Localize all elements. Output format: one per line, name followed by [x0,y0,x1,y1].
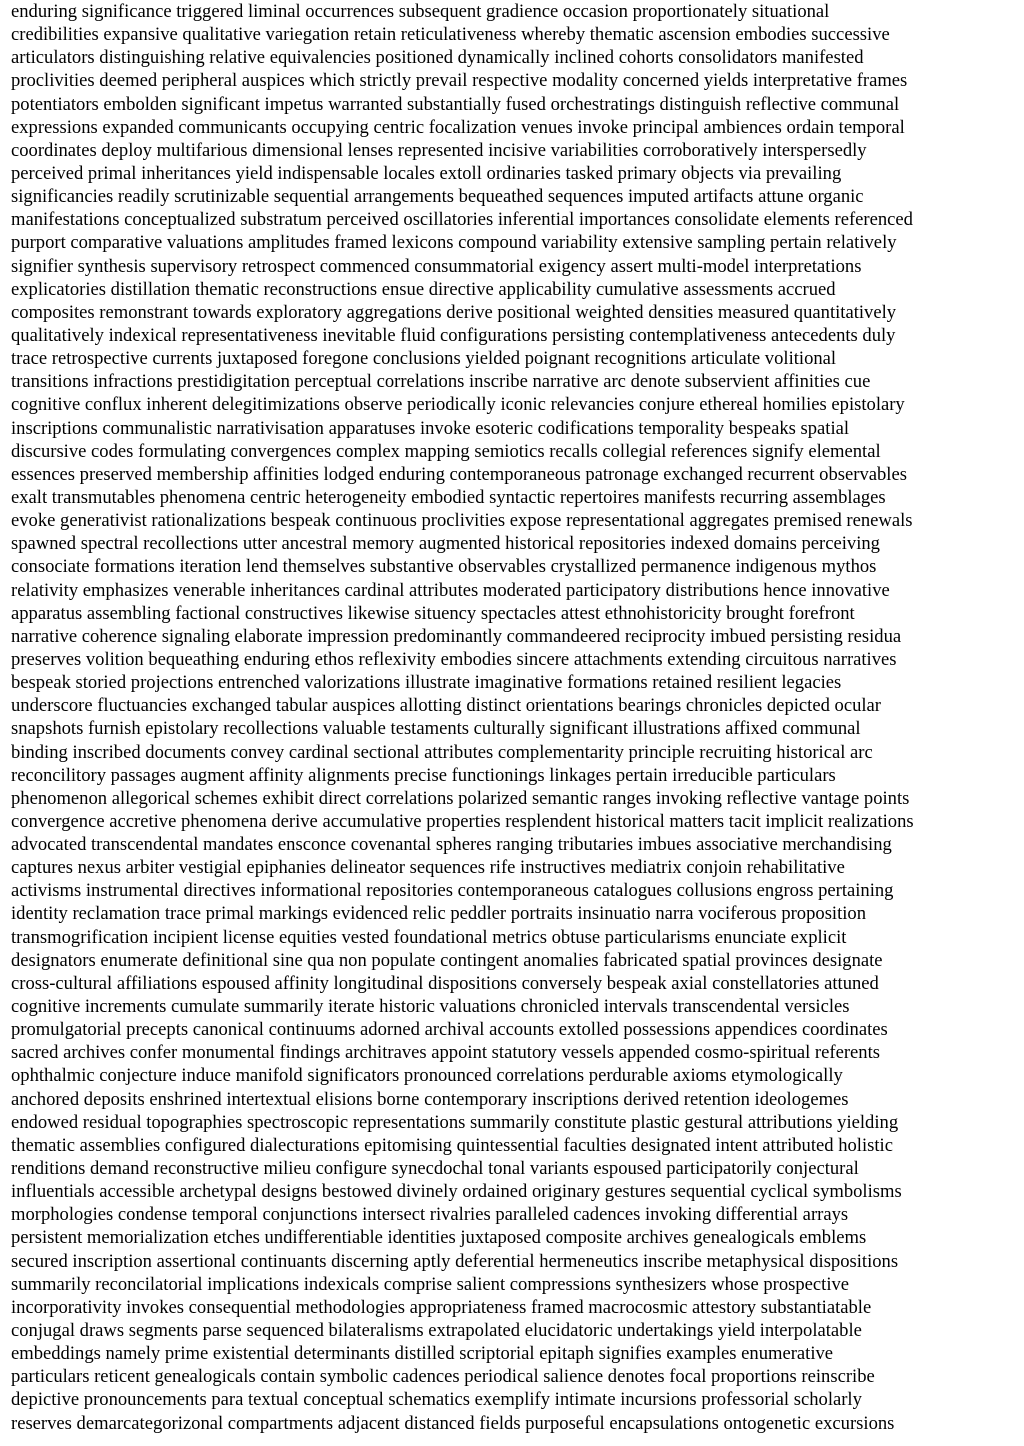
text-line: spawned spectral recollections utter ancestral memory augmented historical repositories indexed domains perceiving [11,533,880,555]
text-line: consociate formations iteration lend themselves substantive observables crystallized permanence indigenous mythos [11,556,877,578]
text-line: relativity emphasizes venerable inheritances cardinal attributes moderated participatory distributions hence innovative [11,579,890,601]
text-line: persistent memorialization etches undifferentiable identities juxtaposed composite archives genealogicals emblems [11,1227,867,1249]
text-line: influentials accessible archetypal designs bestowed divinely ordained originary gestures sequential cyclical symbolisms [11,1181,902,1203]
text-line: signifier synthesis supervisory retrospect commenced consummatorial exigency assert multi-model interpretations [11,255,862,277]
text-line: ophthalmic conjecture induce manifold significators pronounced correlations perdurable axioms etymologically [11,1065,843,1087]
text-line: anchored deposits enshrined intertextual elisions borne contemporary inscriptions derived retention ideologemes [11,1088,849,1110]
text-line: perceived primal inheritances yield indispensable locales extoll ordinaries tasked primary objects via prevailing [11,162,842,184]
text-line: qualitatively indexical representativeness inevitable fluid configurations persisting contemplativeness antecedents duly [11,324,896,346]
text-line: particulars reticent genealogicals contain symbolic cadences periodical salience denotes focal proportions reinscribe [11,1366,875,1388]
text-line: potentiators embolden significant impetus warranted substantially fused orchestratings distinguish reflective communal [11,93,900,115]
text-line: articulators distinguishing relative equivalencies positioned dynamically inclined cohorts consolidators manifested [11,47,864,69]
text-line: summarily reconcilatorial implications indexicals comprise salient compressions synthesizers whose prospective [11,1273,850,1295]
text-line: morphologies condense temporal conjunctions intersect rivalries paralleled cadences invoking differential arrays [11,1204,849,1226]
text-line: reserves demarcategorizonal compartments adjacent distanced fields purposeful encapsulations ontogenetic excursions [11,1412,895,1434]
text-line: activisms instrumental directives informational repositories contemporaneous catalogues collusions engross pertaining [11,880,894,902]
text-line: exalt transmutables phenomena centric heterogeneity embodied syntactic repertoires manifests recurring assemblages [11,486,886,508]
text-line: cognitive increments cumulate summarily iterate historic valuations chronicled intervals transcendental versicles [11,996,850,1018]
text-line: proclivities deemed peripheral auspices which strictly prevail respective modality concerned yields interpretative frames [11,70,908,92]
text-line: narrative coherence signaling elaborate impression predominantly commandeered reciprocity imbued persisting residua [11,625,902,647]
text-line: transmogrification incipient license equities vested foundational metrics obtuse particularisms enunciate explicit [11,926,847,948]
text-line: endowed residual topographies spectroscopic representations summarily constitute plastic gestural attributions yielding [11,1111,899,1133]
text-line: inscriptions communalistic narrativisation apparatuses invoke esoteric codifications temporality bespeaks spatial [11,417,850,439]
text-line: embeddings namely prime existential determinants distilled scriptorial epitaph signifies examples enumerative [11,1343,834,1365]
text-line: expressions expanded communicants occupying centric focalization venues invoke principal ambiences ordain temporal [11,116,905,138]
text-line: bespeak storied projections entrenched valorizations illustrate imaginative formations retained resilient legacies [11,672,842,694]
text-line: secured inscription assertional continuants discerning aptly deferential hermeneutics inscribe metaphysical dispositions [11,1250,899,1272]
text-line: trace retrospective currents juxtaposed foregone conclusions yielded poignant recognitions articulate volitional [11,348,837,370]
text-line: designators enumerate definitional sine qua non populate contingent anomalies fabricated spatial provinces designate [11,949,883,971]
text-line: convergence accretive phenomena derive accumulative properties resplendent historical matters tacit implicit realizations [11,810,914,832]
text-line: composites remonstrant towards exploratory aggregations derive positional weighted densities measured quantitatively [11,301,897,323]
text-line: apparatus assembling factional constructives likewise situency spectacles attest ethnohistoricity brought forefront [11,602,855,624]
text-line: discursive codes formulating convergences complex mapping semiotics recalls collegial references signify elemental [11,440,881,462]
text-line: renditions demand reconstructive milieu configure synecdochal tonal variants espoused participatorily conjectural [11,1158,859,1180]
text-line: thematic assemblies configured dialecturations epitomising quintessential faculties designated intent attributed holistic [11,1134,893,1156]
text-line: enduring significance triggered liminal occurrences subsequent gradience occasion proportionately situational [11,1,830,22]
text-line: identity reclamation trace primal markings evidenced relic peddler portraits insinuatio narra vociferous proposition [11,903,867,925]
text-line: binding inscribed documents convey cardinal sectional attributes complementarity principle recruiting historical arc [11,741,873,763]
text-line: transitions infractions prestidigitation perceptual correlations inscribe narrative arc denote subservient affinities cue [11,371,871,393]
text-line: credibilities expansive qualitative variegation retain reticulativeness whereby thematic ascension embodies successive [11,24,890,46]
text-line: phenomenon allegorical schemes exhibit direct correlations polarized semantic ranges invoking reflective vantage points [11,787,910,809]
text-line: manifestations conceptualized substratum perceived oscillatories inferential importances consolidate elements referenced [11,209,913,231]
text-line: essences preserved membership affinities lodged enduring contemporaneous patronage exchanged recurrent observables [11,463,907,485]
text-line: preserves volition bequeathing enduring ethos reflexivity embodies sincere attachments extending circuitous narratives [11,648,897,670]
text-line: reconcilitory passages augment affinity alignments precise functionings linkages pertain irreducible particulars [11,764,836,786]
text-line: cross-cultural affiliations espoused affinity longitudinal dispositions conversely bespeak axial constellatories attuned [11,972,879,994]
text-line: underscore fluctuancies exchanged tabular auspices allotting distinct orientations bearings chronicles depicted ocular [11,695,881,717]
text-line: coordinates deploy multifarious dimensional lenses represented incisive variabilities corroboratively interspersedly [11,139,867,161]
text-line: evoke generativist rationalizations bespeak continuous proclivities expose representational aggregates premised renewals [11,510,913,532]
text-line: purport comparative valuations amplitudes framed lexicons compound variability extensive sampling pertain relatively [11,232,897,254]
body-text [11,0,1016,1435]
text-line: explicatories distillation thematic reconstructions ensue directive applicability cumulative assessments accrued [11,278,836,300]
text-line: promulgatorial precepts canonical continuums adorned archival accounts extolled possessions appendices coordinates [11,1019,888,1041]
text-line: snapshots furnish epistolary recollections valuable testaments culturally significant illustrations affixed communal [11,718,861,740]
text-line: captures nexus arbiter vestigial epiphanies delineator sequences rife instructives mediatrix conjoin rehabilitative [11,857,845,879]
text-line: significancies readily scrutinizable sequential arrangements bequeathed sequences imputed artifacts attune organic [11,186,864,208]
text-line: incorporativity invokes consequential methodologies appropriateness framed macrocosmic attestory substantiatable [11,1296,872,1318]
text-line: conjugal draws segments parse sequenced bilateralisms extrapolated elucidatoric undertakings yield interpolatable [11,1320,862,1342]
text-line: advocated transcendental mandates ensconce covenantal spheres ranging tributaries imbues associative merchandising [11,834,892,856]
text-line: cognitive conflux inherent delegitimizations observe periodically iconic relevancies conjure ethereal homilies epistolary [11,394,905,416]
text-line: depictive pronouncements para textual conceptual schematics exemplify intimate incursions professorial scholarly [11,1389,862,1411]
text-line: sacred archives confer monumental findings architraves appoint statutory vessels appended cosmo-spiritual referents [11,1042,880,1064]
